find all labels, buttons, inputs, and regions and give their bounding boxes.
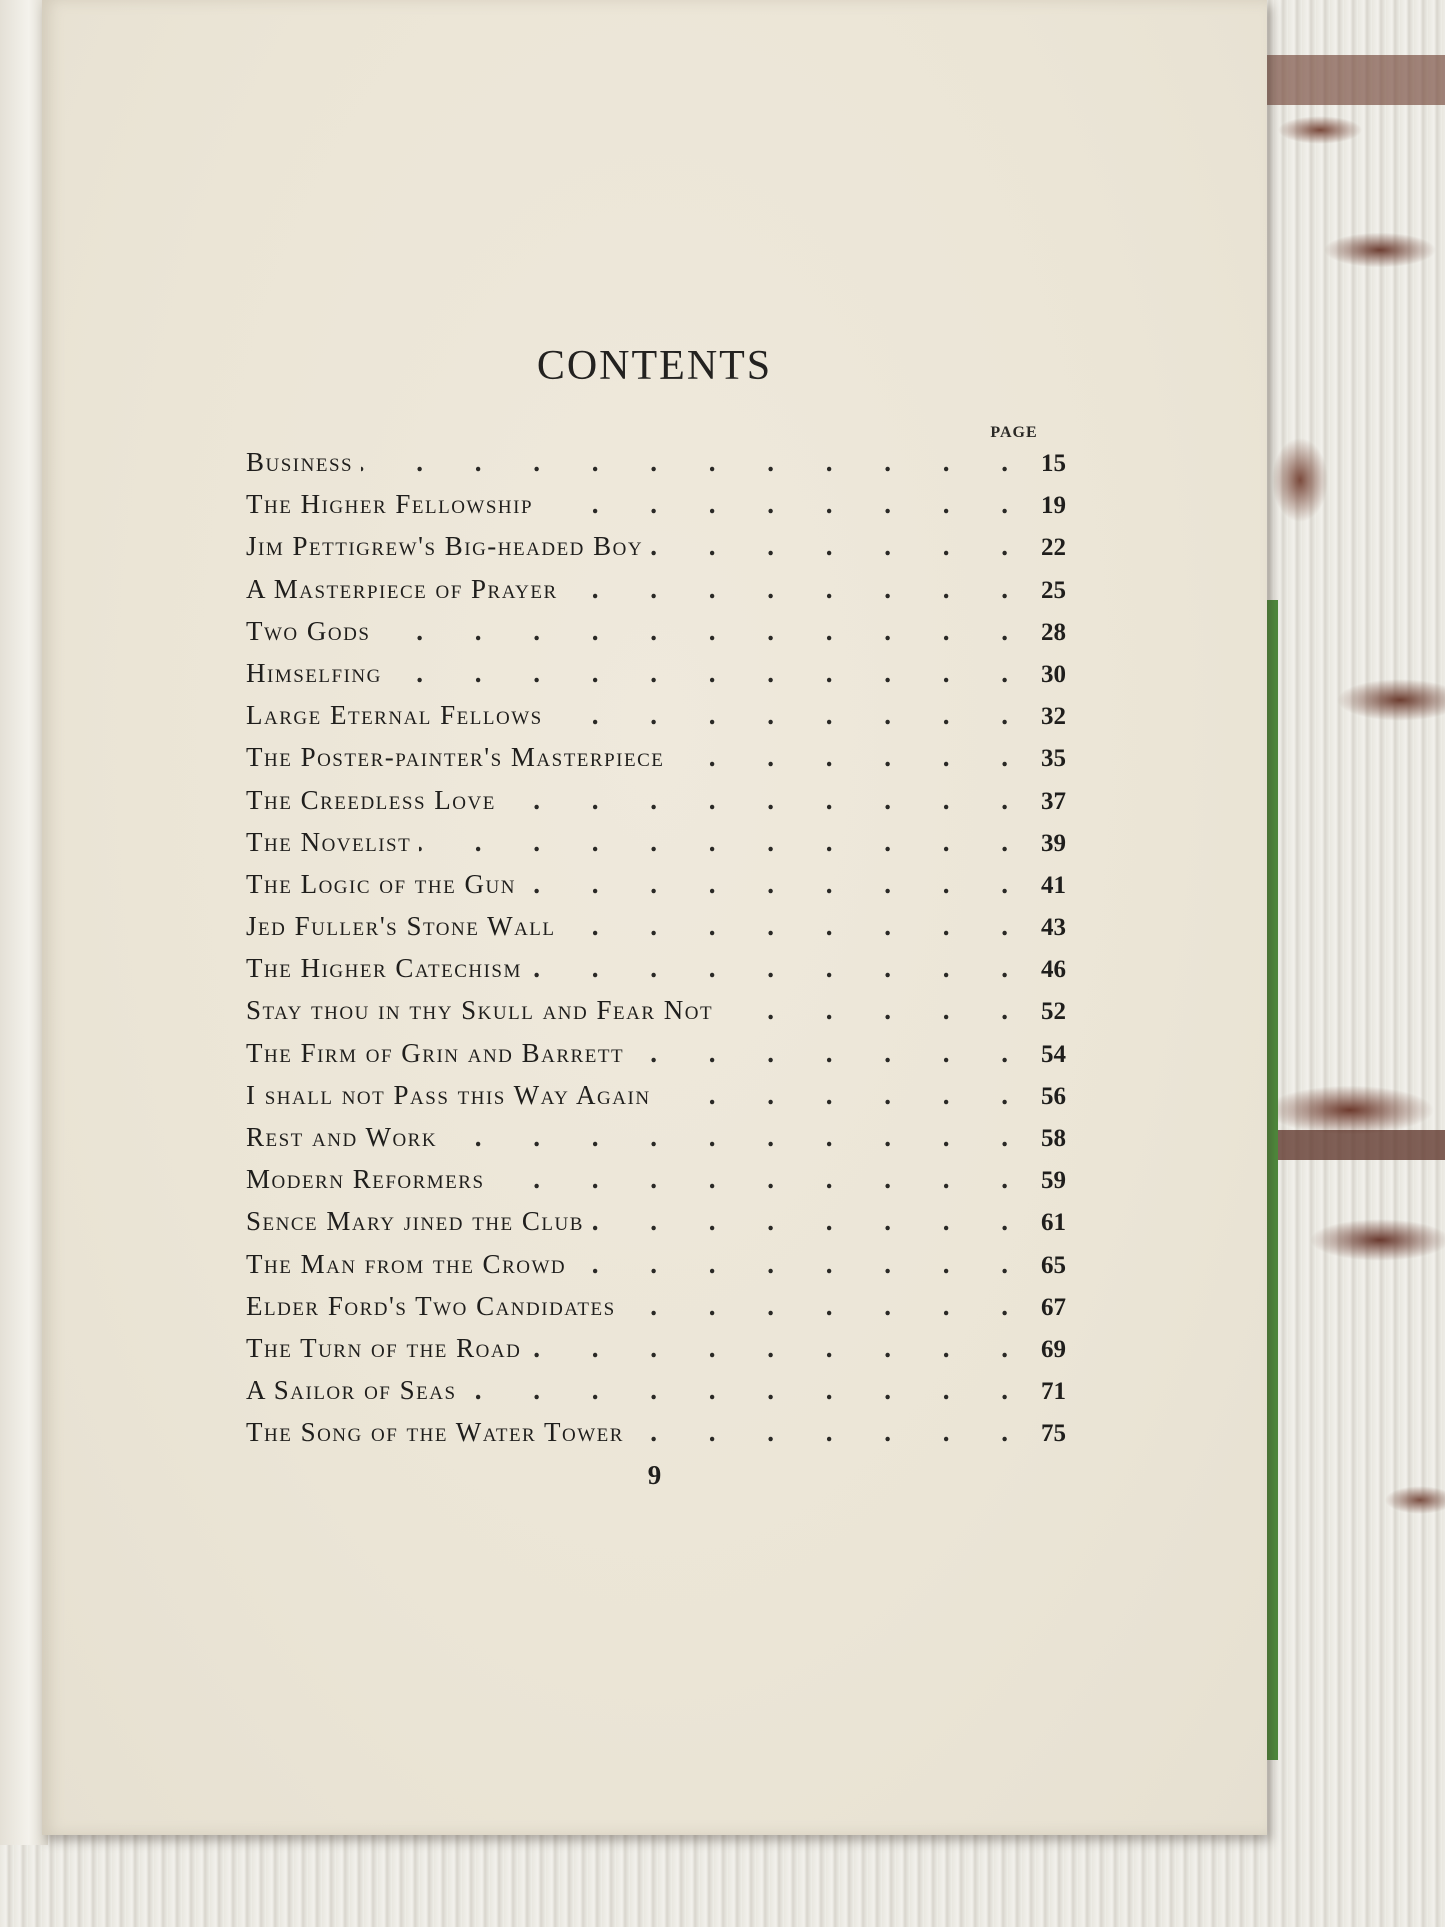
toc-entry: [246, 658, 1066, 700]
dot-leader: [541, 489, 1008, 520]
toc-entry-title: Business: [246, 447, 354, 477]
dot-leader: [465, 1375, 1008, 1406]
toc-entry-title: Modern Reformers: [246, 1164, 485, 1195]
toc-entry: [246, 1206, 1066, 1248]
dot-leader: [504, 785, 1008, 816]
toc-entry: [246, 489, 1066, 531]
toc-entry-title: Jim Pettigrew's Big-headed Boy: [246, 531, 644, 562]
dot-leader: [651, 531, 1008, 562]
dot-leader: [574, 1249, 1008, 1280]
toc-entry-page: 37: [1041, 787, 1066, 815]
dot-leader: [551, 700, 1008, 731]
toc-entry: [246, 1122, 1066, 1164]
toc-entry: [246, 1417, 1066, 1459]
toc-entry-page: 19: [1041, 492, 1066, 520]
toc-entry-title: Jed Fuller's Stone Wall: [246, 911, 556, 942]
toc-entry-page: 41: [1041, 871, 1066, 899]
toc-entry-page: 52: [1041, 998, 1066, 1026]
toc-entry-title: Large Eternal Fellows: [246, 700, 543, 731]
toc-entry-page: 30: [1041, 660, 1066, 688]
toc-entry-page: 25: [1041, 576, 1066, 604]
dot-leader: [592, 1206, 1008, 1237]
dot-leader: [419, 827, 1008, 858]
dot-leader: [361, 447, 1008, 478]
dot-leader: [672, 742, 1008, 773]
toc-entry-page: 54: [1041, 1040, 1066, 1068]
toc-entry: [246, 1080, 1066, 1122]
dot-leader: [721, 995, 1008, 1026]
dot-leader: [566, 574, 1008, 605]
page-title: CONTENTS: [536, 343, 773, 389]
toc-entry-title: The Man from the Crowd: [246, 1248, 567, 1279]
facing-page: [0, 0, 48, 1845]
toc-entry-page: 59: [1041, 1167, 1066, 1195]
toc-entry: [246, 700, 1066, 742]
toc-entry-title: The Higher Fellowship: [246, 489, 534, 520]
toc-entry-title: The Song of the Water Tower: [246, 1417, 624, 1448]
dot-leader: [632, 1417, 1008, 1448]
toc-entry: [246, 574, 1066, 616]
toc-entry-page: 46: [1041, 956, 1066, 984]
toc-entry-title: The Firm of Grin and Barrett: [246, 1037, 625, 1068]
dot-leader: [564, 911, 1008, 942]
toc-entry-page: 32: [1041, 703, 1066, 731]
toc-entry-title: The Turn of the Road: [246, 1332, 522, 1363]
toc-entry-title: The Logic of the Gun: [246, 868, 516, 899]
toc-entry-title: Two Gods: [246, 615, 371, 646]
toc-entry-title: Stay thou in thy Skull and Fear Not: [246, 995, 714, 1026]
toc-entry-page: 28: [1041, 618, 1066, 646]
dot-leader: [493, 1164, 1008, 1195]
toc-entry-page: 75: [1041, 1420, 1066, 1448]
toc-entry-page: 56: [1041, 1082, 1066, 1110]
toc-entry-page: 65: [1041, 1251, 1066, 1279]
wood-plank-gap-top: [1255, 55, 1445, 105]
toc-entry-page: 43: [1041, 914, 1066, 942]
dot-leader: [378, 616, 1008, 647]
dot-leader: [445, 1122, 1008, 1153]
table-of-contents: [246, 447, 1066, 1460]
toc-entry: [246, 785, 1066, 827]
toc-entry-title: The Poster-painter's Masterpiece: [246, 742, 665, 773]
toc-entry: [246, 1249, 1066, 1291]
toc-entry-page: 67: [1041, 1293, 1066, 1321]
toc-entry-title: Sence Mary jined the Club: [246, 1206, 584, 1237]
toc-entry: [246, 827, 1066, 869]
toc-entry-title: Elder Ford's Two Candidates: [246, 1290, 616, 1321]
toc-entry: [246, 995, 1066, 1037]
toc-entry-title: The Higher Catechism: [246, 953, 522, 984]
toc-entry: [246, 742, 1066, 784]
dot-leader: [659, 1080, 1008, 1111]
toc-entry: [246, 911, 1066, 953]
toc-entry: [246, 616, 1066, 658]
dot-leader: [390, 658, 1008, 689]
toc-entry-title: Rest and Work: [246, 1122, 438, 1152]
toc-entry-title: The Creedless Love: [246, 784, 496, 815]
wood-plank-gap: [1255, 1130, 1445, 1160]
dot-leader: [632, 1038, 1008, 1069]
toc-entry-title: A Masterpiece of Prayer: [246, 573, 558, 604]
toc-entry-page: 35: [1041, 745, 1066, 773]
toc-entry-page: 15: [1041, 450, 1066, 477]
toc-entry-page: 39: [1041, 829, 1066, 857]
page-column-label: PAGE: [990, 424, 1038, 441]
toc-entry-title: I shall not Pass this Way Again: [246, 1079, 651, 1110]
dot-leader: [524, 869, 1008, 900]
toc-entry: [246, 1164, 1066, 1206]
toc-entry: [246, 1291, 1066, 1333]
toc-entry: [246, 869, 1066, 911]
dot-leader: [529, 1333, 1008, 1364]
dot-leader: [530, 953, 1008, 984]
toc-entry-title: A Sailor of Seas: [246, 1375, 457, 1406]
toc-entry: [246, 447, 1066, 489]
toc-entry-page: 69: [1041, 1335, 1066, 1363]
toc-entry: [246, 531, 1066, 573]
page-number: 9: [647, 1460, 662, 1490]
book-page: [42, 0, 1267, 1835]
toc-entry: [246, 1038, 1066, 1080]
toc-entry-page: 58: [1041, 1125, 1066, 1152]
toc-entry-title: The Novelist: [246, 826, 412, 857]
dot-leader: [624, 1291, 1008, 1322]
toc-entry: [246, 953, 1066, 995]
toc-entry-page: 71: [1041, 1378, 1066, 1406]
toc-entry-title: Himselfing: [246, 657, 382, 688]
toc-entry-page: 61: [1041, 1209, 1066, 1237]
toc-entry: [246, 1375, 1066, 1417]
toc-entry-page: 22: [1041, 534, 1066, 562]
toc-entry: [246, 1333, 1066, 1375]
